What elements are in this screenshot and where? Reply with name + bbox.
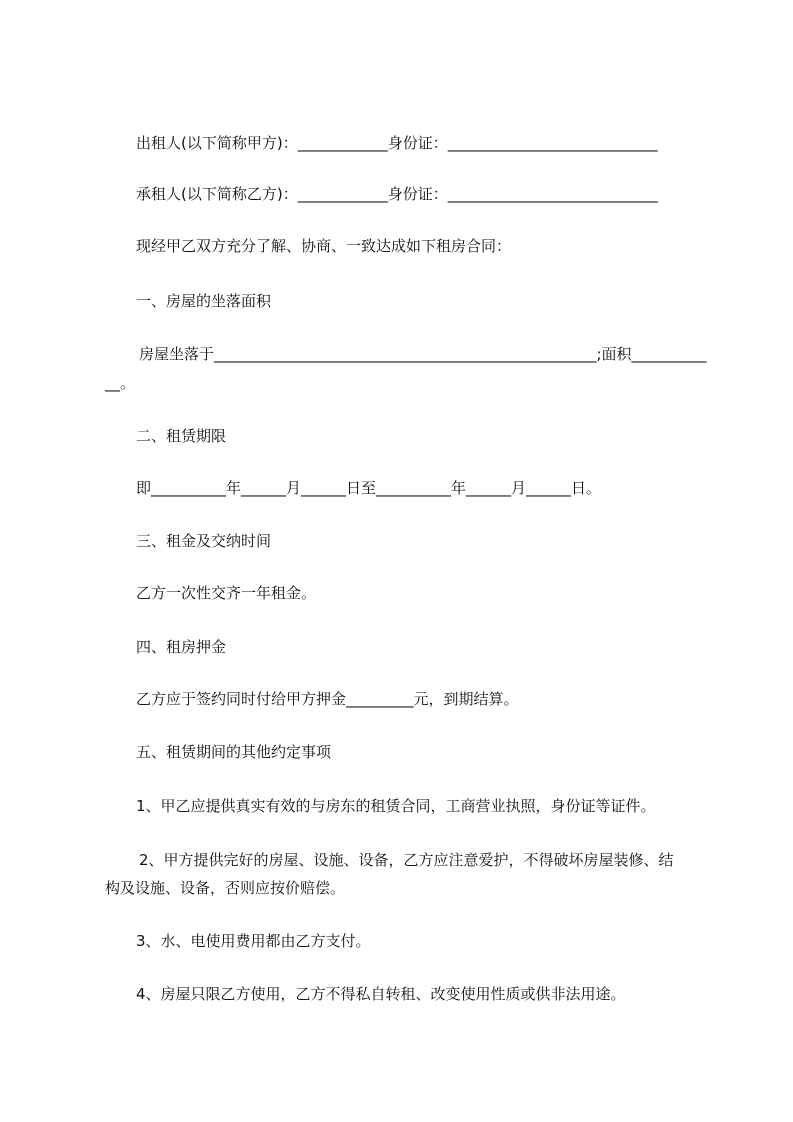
preamble: 现经甲乙双方充分了解、协商、一致达成如下租房合同： bbox=[136, 237, 512, 255]
section-5-item-1: 1、甲乙应提供真实有效的与房东的租赁合同，工商营业执照，身份证等证件。 bbox=[136, 797, 656, 815]
section-5-item-3: 3、水、电使用费用都由乙方支付。 bbox=[136, 932, 371, 950]
section-5-heading: 五、租赁期间的其他约定事项 bbox=[136, 743, 332, 761]
section-1-text-line2: __。 bbox=[105, 374, 136, 392]
section-5-item-2-line2: 构及设施、设备，否则应按价赔偿。 bbox=[105, 879, 346, 897]
section-1-heading: 一、房屋的坐落面积 bbox=[136, 292, 272, 310]
section-2-heading: 二、租赁期限 bbox=[136, 427, 227, 445]
lessee-line: 承租人(以下简称乙方)：____________身份证：____________________________ bbox=[136, 185, 658, 203]
section-5-item-2-line1: 2、甲方提供完好的房屋、设施、设备，乙方应注意爱护，不得破坏房屋装修、结 bbox=[139, 851, 674, 869]
section-1-text-line1: 房屋坐落于___________________________________________________;面积__________ bbox=[139, 345, 707, 363]
lessor-line: 出租人(以下简称甲方)：____________身份证：____________________________ bbox=[136, 134, 658, 152]
section-3-heading: 三、租金及交纳时间 bbox=[136, 532, 272, 550]
section-3-text: 乙方一次性交齐一年租金。 bbox=[136, 584, 317, 602]
section-4-text: 乙方应于签约同时付给甲方押金_________元，到期结算。 bbox=[136, 690, 519, 708]
section-5-item-4: 4、房屋只限乙方使用，乙方不得私自转租、改变使用性质或供非法用途。 bbox=[136, 985, 626, 1003]
section-4-heading: 四、租房押金 bbox=[136, 638, 227, 656]
section-2-text: 即__________年______月______日至__________年______月______日。 bbox=[136, 479, 602, 497]
